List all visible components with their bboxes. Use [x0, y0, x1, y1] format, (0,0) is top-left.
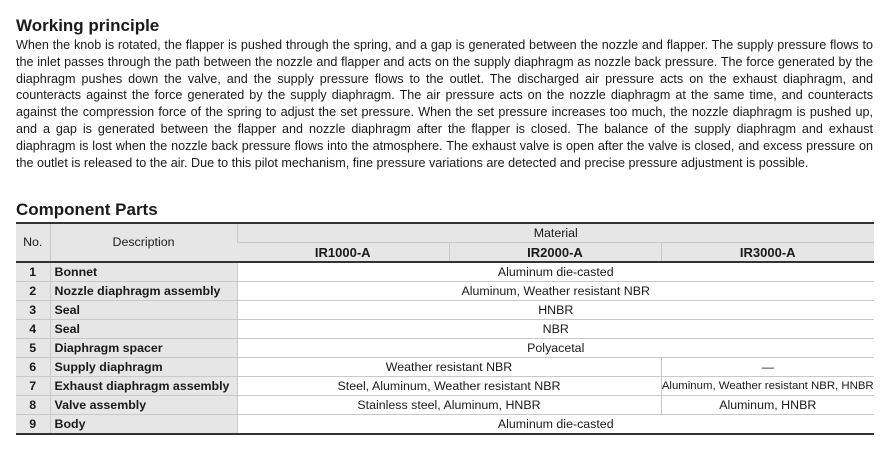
header-material: Material [237, 223, 874, 243]
table-row [16, 320, 874, 339]
table-row [16, 339, 874, 358]
row-material-all: Polyacetal [237, 339, 874, 358]
header-no: No. [16, 223, 50, 262]
table-row [16, 262, 874, 282]
row-no: 7 [16, 377, 50, 396]
working-principle-text: When the knob is rotated, the flapper is pushed through the spring, and a gap is generated between the nozzle and flapper. The supply pressure flows to the inlet passes through the path between the nozzle and flapper and acts on the supply diaphragm as nozzle back pressure. The force generated by the diaphragm pushes down the valve, and the supply pressure flows to the outlet. The discharged air pressure acts on the exhaust diaphragm, and counteracts against the force generated by the supply diaphragm. The air pressure acts on the nozzle diaphragm at the same time, and counteracts against the compression force of the spring to adjust the set pressure. When the set pressure increases too much, the nozzle diaphragm is pushed up, and a gap is generated between the flapper and nozzle diaphragm after the flapper is closed. The balance of the supply diaphragm and exhaust diaphragm is lost when the nozzle back pressure flows into the atmosphere. The exhaust valve is open after the valve is closed, and excess pressure on the outlet is released to the air. Due to this pilot mechanism, fine pressure variations are detected and precise pressure adjustment is possible. [16, 38, 873, 170]
row-material-all: NBR [237, 320, 874, 339]
row-description: Exhaust diaphragm assembly [50, 377, 237, 396]
row-material-ir1000-ir2000: Weather resistant NBR [237, 358, 661, 377]
row-no: 1 [16, 262, 50, 282]
row-description: Bonnet [50, 262, 237, 282]
row-description: Seal [50, 320, 237, 339]
table-row [16, 358, 874, 377]
component-parts-heading: Component Parts [16, 200, 158, 219]
row-material-ir3000: Aluminum, HNBR [661, 396, 874, 415]
table-row [16, 301, 874, 320]
row-material-all: HNBR [237, 301, 874, 320]
header-model-ir1000: IR1000-A [237, 243, 449, 263]
header-model-ir2000: IR2000-A [449, 243, 661, 263]
row-material-ir3000: Aluminum, Weather resistant NBR, HNBR [661, 377, 874, 396]
row-description: Seal [50, 301, 237, 320]
row-description: Valve assembly [50, 396, 237, 415]
row-no: 2 [16, 282, 50, 301]
component-parts-table [16, 222, 874, 435]
row-material-ir3000: — [661, 358, 874, 377]
row-material-ir1000-ir2000: Stainless steel, Aluminum, HNBR [237, 396, 661, 415]
row-no: 9 [16, 415, 50, 435]
row-material-all: Aluminum, Weather resistant NBR [237, 282, 874, 301]
row-no: 6 [16, 358, 50, 377]
working-principle-heading: Working principle [16, 16, 160, 35]
table-row [16, 396, 874, 415]
row-no: 5 [16, 339, 50, 358]
table-row [16, 415, 874, 435]
row-no: 3 [16, 301, 50, 320]
row-description: Supply diaphragm [50, 358, 237, 377]
row-description: Diaphragm spacer [50, 339, 237, 358]
row-material-ir1000-ir2000: Steel, Aluminum, Weather resistant NBR [237, 377, 661, 396]
header-model-ir3000: IR3000-A [661, 243, 874, 263]
row-description: Nozzle diaphragm assembly [50, 282, 237, 301]
row-no: 8 [16, 396, 50, 415]
row-no: 4 [16, 320, 50, 339]
table-row [16, 377, 874, 396]
row-material-all: Aluminum die-casted [237, 415, 874, 435]
row-material-all: Aluminum die-casted [237, 262, 874, 282]
row-description: Body [50, 415, 237, 435]
header-description: Description [50, 223, 237, 262]
table-row [16, 282, 874, 301]
